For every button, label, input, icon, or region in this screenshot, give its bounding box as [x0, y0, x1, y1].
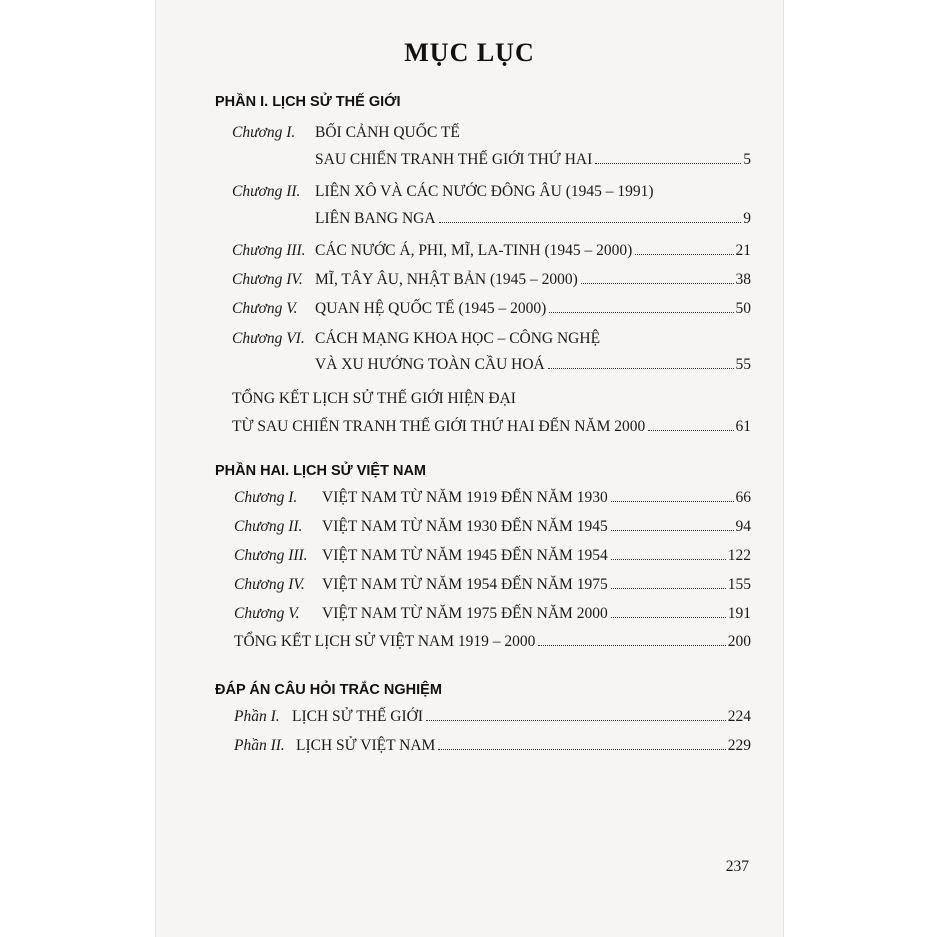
chapter-title: MĨ, TÂY ÂU, NHẬT BẢN (1945 – 2000) [315, 271, 578, 288]
chapter-title-cont: LIÊN BANG NGA [315, 210, 436, 227]
leader-dots [439, 222, 742, 223]
chapter-label: Chương II. [234, 518, 303, 535]
leader-dots [438, 749, 725, 750]
chapter-title: VIỆT NAM TỪ NĂM 1930 ĐẾN NĂM 1945 [322, 518, 608, 535]
page-number: 9 [743, 210, 751, 227]
leader-dots [426, 720, 726, 721]
toc-entry-p1-ch4 [232, 271, 751, 293]
summary-title-cont: TỪ SAU CHIẾN TRANH THẾ GIỚI THỨ HAI ĐẾN NĂM 2000 [232, 418, 646, 435]
chapter-label: Chương I. [232, 124, 296, 141]
leader-dots [548, 368, 734, 369]
chapter-label: Chương V. [234, 605, 300, 622]
chapter-title: BỐI CẢNH QUỐC TẾ [315, 124, 460, 141]
chapter-title-cont: SAU CHIẾN TRANH THẾ GIỚI THỨ HAI [315, 151, 593, 168]
page-number: 61 [735, 418, 751, 435]
page-number: 66 [735, 489, 751, 506]
page-number: 155 [727, 576, 751, 593]
page-number: 21 [735, 242, 751, 259]
leader-dots [538, 645, 725, 646]
toc-entry-p2-ch1 [234, 489, 751, 511]
page-title: MỤC LỤC [404, 38, 535, 67]
toc-entry-p2-ch5 [234, 605, 751, 627]
part-label: Phần II. [234, 737, 285, 754]
chapter-title: VIỆT NAM TỪ NĂM 1919 ĐẾN NĂM 1930 [322, 489, 608, 506]
toc-entry-p1-ch2-first-line [232, 183, 654, 205]
page-number: 224 [727, 708, 751, 725]
chapter-label: Chương II. [232, 183, 301, 200]
leader-dots [611, 588, 726, 589]
toc-entry-answers-p1 [234, 708, 751, 730]
chapter-title: QUAN HỆ QUỐC TẾ (1945 – 2000) [315, 300, 547, 317]
leader-dots [611, 501, 734, 502]
part-heading-1: PHẦN I. LỊCH SỬ THẾ GIỚI [215, 94, 401, 110]
toc-entry-p1-ch3 [232, 242, 751, 264]
chapter-label: Chương IV. [232, 271, 303, 288]
part-title: LỊCH SỬ VIỆT NAM [296, 737, 436, 754]
chapter-label: Chương III. [234, 547, 308, 564]
chapter-title-cont: VÀ XU HƯỚNG TOÀN CẦU HOÁ [315, 356, 545, 373]
page-number: 94 [735, 518, 751, 535]
toc-entry-p1-ch1-first-line [232, 124, 460, 146]
summary-title: TỔNG KẾT LỊCH SỬ THẾ GIỚI HIỆN ĐẠI [232, 390, 516, 407]
page-number: 38 [735, 271, 751, 288]
toc-entry-p1-ch2 [315, 210, 751, 232]
page-number: 229 [727, 737, 751, 754]
toc-entry-p2-summary [234, 633, 751, 655]
page-footer-number: 237 [725, 858, 749, 875]
chapter-label: Chương VI. [232, 330, 305, 347]
toc-entry-p2-ch4 [234, 576, 751, 598]
page-number: 191 [727, 605, 751, 622]
toc-entry-p1-ch6-first-line [232, 330, 600, 352]
chapter-label: Chương V. [232, 300, 298, 317]
toc-entry-p1-ch5 [232, 300, 751, 322]
leader-dots [635, 254, 733, 255]
leader-dots [595, 163, 741, 164]
summary-title: TỔNG KẾT LỊCH SỬ VIỆT NAM 1919 – 2000 [234, 633, 536, 650]
toc-entry-answers-p2 [234, 737, 751, 759]
chapter-label: Chương I. [234, 489, 298, 506]
chapter-title: CÁC NƯỚC Á, PHI, MĨ, LA-TINH (1945 – 2000) [315, 242, 633, 259]
leader-dots [648, 430, 733, 431]
chapter-label: Chương IV. [234, 576, 305, 593]
leader-dots [611, 617, 726, 618]
chapter-label: Chương III. [232, 242, 306, 259]
page-number: 50 [735, 300, 751, 317]
toc-entry-p1-ch6 [315, 356, 751, 378]
chapter-title: CÁCH MẠNG KHOA HỌC – CÔNG NGHỆ [315, 330, 601, 347]
part-heading-2: PHẦN HAI. LỊCH SỬ VIỆT NAM [215, 463, 427, 479]
toc-entry-p1-summary-first-line [232, 390, 516, 412]
leader-dots [611, 530, 734, 531]
toc-entry-p2-ch2 [234, 518, 751, 540]
leader-dots [611, 559, 726, 560]
answers-heading: ĐÁP ÁN CÂU HỎI TRẮC NGHIỆM [215, 682, 442, 698]
chapter-title: VIỆT NAM TỪ NĂM 1975 ĐẾN NĂM 2000 [322, 605, 608, 622]
part-title: LỊCH SỬ THẾ GIỚI [292, 708, 423, 725]
page-number: 200 [727, 633, 751, 650]
book-page [155, 0, 784, 937]
chapter-title: VIỆT NAM TỪ NĂM 1945 ĐẾN NĂM 1954 [322, 547, 608, 564]
part-label: Phần I. [234, 708, 280, 725]
toc-entry-p2-ch3 [234, 547, 751, 569]
leader-dots [549, 312, 733, 313]
page-number: 5 [743, 151, 751, 168]
leader-dots [581, 283, 734, 284]
toc-entry-p1-summary [232, 418, 751, 440]
chapter-title: VIỆT NAM TỪ NĂM 1954 ĐẾN NĂM 1975 [322, 576, 608, 593]
toc-entry-p1-ch1 [315, 151, 751, 173]
page-number: 55 [735, 356, 751, 373]
page-number: 122 [727, 547, 751, 564]
chapter-title: LIÊN XÔ VÀ CÁC NƯỚC ĐÔNG ÂU (1945 – 1991) [315, 183, 654, 200]
